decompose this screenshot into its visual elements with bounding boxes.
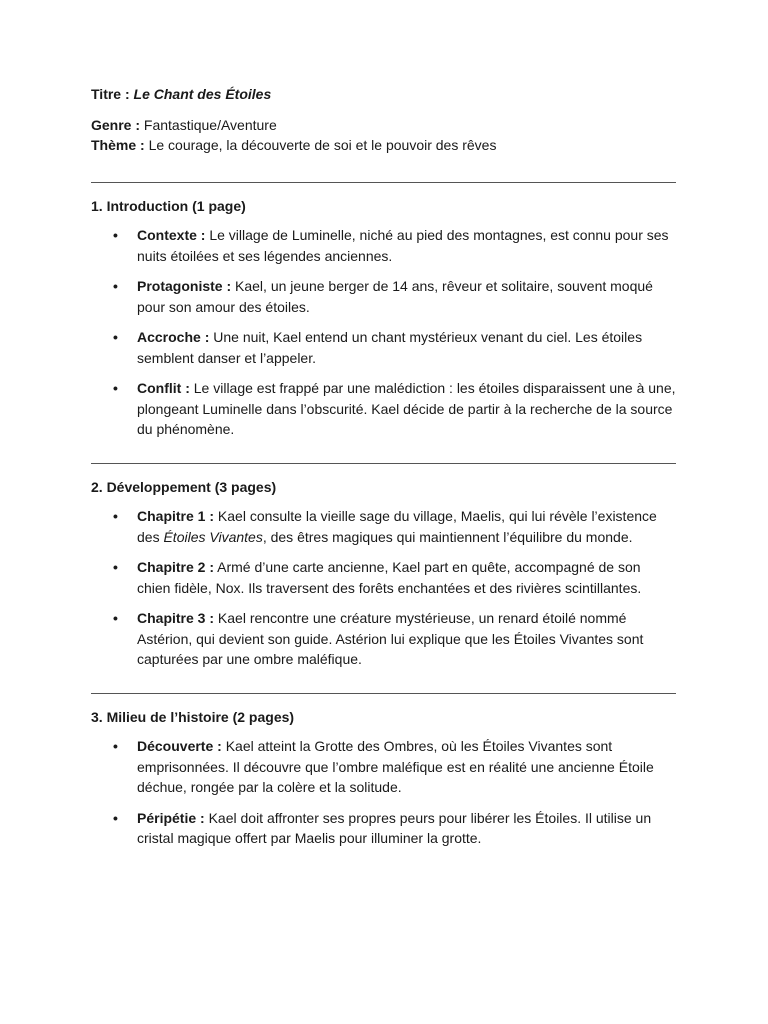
item-label: Découverte : <box>137 738 222 754</box>
list-item <box>91 608 676 670</box>
section-heading-milieu: 3. Milieu de l’histoire (2 pages) <box>91 708 295 725</box>
section-list-developpement <box>91 506 676 670</box>
item-label: Chapitre 1 : <box>137 508 215 524</box>
item-label: Accroche : <box>137 329 210 345</box>
item-label: Chapitre 2 : <box>137 559 215 575</box>
genre-label: Genre : <box>91 116 141 133</box>
item-text: Kael consulte la vieille sage du village, Maelis, qui lui révèle l’existence des <box>137 508 657 545</box>
list-item <box>91 808 676 849</box>
item-text: Kael atteint la Grotte des Ombres, où les Étoiles Vivantes sont emprisonnées. Il découvre que l’ombre maléfique est en réalité une ancienne Étoile déchue, rongée par la colère et la solitude. <box>137 738 654 795</box>
section-divider <box>91 182 676 183</box>
title-line <box>91 84 676 105</box>
bullet-icon: • <box>113 329 118 345</box>
bullet-icon: • <box>113 559 118 575</box>
bullet-icon: • <box>113 380 118 396</box>
bullet-icon: • <box>113 809 118 826</box>
item-text-italic: Étoiles Vivantes <box>163 528 263 545</box>
item-label: Péripétie : <box>137 809 205 826</box>
item-text: Kael rencontre une créature mystérieuse, un renard étoilé nommé Astérion, qui devient son guide. Astérion lui explique que les Étoiles Vivantes sont capturées par une ombre maléfique. <box>137 610 644 667</box>
item-text: Armé d’une carte ancienne, Kael part en quête, accompagné de son chien fidèle, Nox. Ils traversent des forêts enchantées et des rivières scintillantes. <box>137 559 642 596</box>
genre-line <box>91 115 676 136</box>
bullet-icon: • <box>113 227 118 243</box>
item-text: Le village de Luminelle, niché au pied des montagnes, est connu pour ses nuits étoilées et ses légendes anciennes. <box>137 227 669 264</box>
section-heading-developpement: 2. Développement (3 pages) <box>91 478 277 495</box>
bullet-icon: • <box>113 738 118 754</box>
item-text: Kael, un jeune berger de 14 ans, rêveur et solitaire, souvent moqué pour son amour des étoiles. <box>137 278 653 315</box>
section-divider <box>91 693 676 694</box>
list-item <box>91 736 676 798</box>
theme-value: Le courage, la découverte de soi et le pouvoir des rêves <box>148 137 497 153</box>
theme-line <box>91 135 676 156</box>
item-label: Contexte : <box>137 227 206 243</box>
item-text: Une nuit, Kael entend un chant mystérieux venant du ciel. Les étoiles semblent danser et l’appeler. <box>137 329 643 366</box>
bullet-icon: • <box>113 610 118 626</box>
section-heading-introduction: 1. Introduction (1 page) <box>91 197 246 214</box>
section-divider <box>91 463 676 464</box>
list-item <box>91 557 676 598</box>
genre-value: Fantastique/Aventure <box>143 116 277 133</box>
bullet-icon: • <box>113 508 118 524</box>
document-page <box>91 84 676 849</box>
section-list-introduction <box>91 225 676 440</box>
bullet-icon: • <box>113 278 118 294</box>
theme-label: Thème : <box>91 137 145 153</box>
item-label: Chapitre 3 : <box>137 610 215 626</box>
list-item <box>91 378 676 440</box>
list-item <box>91 327 676 368</box>
item-label: Conflit : <box>137 380 190 396</box>
list-item <box>91 225 676 266</box>
list-item <box>91 276 676 317</box>
title-label: Titre : <box>91 86 130 102</box>
item-text: Kael doit affronter ses propres peurs pour libérer les Étoiles. Il utilise un cristal magique offert par Maelis pour illuminer la grotte. <box>137 809 652 846</box>
list-item <box>91 506 676 547</box>
item-label: Protagoniste : <box>137 278 232 294</box>
section-list-milieu <box>91 736 676 849</box>
item-text: , des êtres magiques qui maintiennent l’équilibre du monde. <box>262 528 633 545</box>
title-value: Le Chant des Étoiles <box>133 86 272 102</box>
item-text: Le village est frappé par une malédiction : les étoiles disparaissent une à une, plongeant Luminelle dans l’obscurité. Kael décide de partir à la recherche de la source du phénomène. <box>137 380 676 437</box>
